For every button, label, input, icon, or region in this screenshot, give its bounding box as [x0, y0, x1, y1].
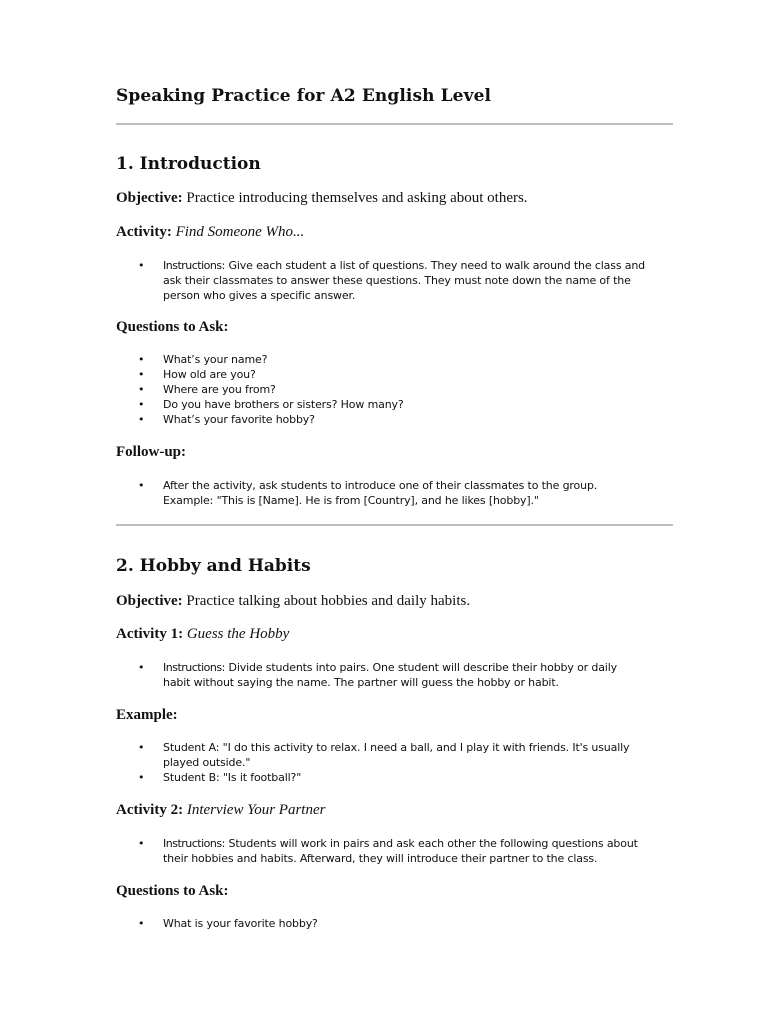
list-item	[116, 836, 646, 866]
instructions-text: : Divide students into pairs. One student will describe their hobby or daily habit without saying the name. The partner will guess the hobby or habit.	[163, 661, 617, 689]
section-2-activity-2-instructions	[116, 836, 646, 866]
section-1-objective: Objective: Practice introducing themselves and asking about others.	[116, 190, 528, 206]
activity-label: Activity	[116, 224, 167, 240]
instructions-label: Instructions	[163, 259, 222, 272]
objective-text: Practice talking about hobbies and daily habits.	[182, 593, 471, 609]
section-1-followup-heading: Follow-up:	[116, 444, 187, 460]
instructions-label: Instructions	[163, 837, 222, 850]
objective-text: Practice introducing themselves and asking about others.	[182, 190, 528, 206]
list-item: • How old are you?	[116, 367, 646, 382]
section-1-activity: Activity: Find Someone Who...	[116, 224, 305, 240]
activity-name: Guess the Hobby	[186, 626, 290, 642]
section-divider	[116, 123, 673, 125]
section-2-activity-1: Activity 1: Guess the Hobby	[116, 626, 290, 642]
list-item	[116, 258, 646, 303]
section-1-heading: 1. Introduction	[116, 154, 261, 174]
list-item: • Student A: "I do this activity to relax. I need a ball, and I play it with friends. It's usually played outside."	[116, 740, 646, 770]
instructions-text: : Students will work in pairs and ask each other the following questions about their hobbies and habits. Afterward, they will introduce their partner to the class.	[163, 837, 638, 865]
list-item: • What’s your favorite hobby?	[116, 412, 646, 427]
section-1-questions-list	[116, 352, 646, 427]
instructions-label: Instructions	[163, 661, 222, 674]
list-item	[116, 660, 646, 690]
list-item: • What’s your name?	[116, 352, 646, 367]
list-item: • After the activity, ask students to introduce one of their classmates to the group. Example: "This is [Name]. He is from [Country], and he likes [hobby]."	[116, 478, 646, 508]
section-2-example-heading: Example:	[116, 707, 178, 723]
activity-label: Activity 2	[116, 802, 179, 818]
list-item: • What is your favorite hobby?	[116, 916, 646, 931]
section-2-heading: 2. Hobby and Habits	[116, 556, 311, 576]
section-1-instructions-list	[116, 258, 646, 303]
section-1-questions-heading: Questions to Ask:	[116, 319, 229, 335]
section-divider	[116, 524, 673, 526]
activity-label: Activity 1	[116, 626, 179, 642]
instructions-text: : Give each student a list of questions. They need to walk around the class and ask their classmates to answer these questions. They must note down the name of the person who gives a specific answer.	[163, 259, 645, 302]
section-2-questions-heading: Questions to Ask:	[116, 883, 229, 899]
section-2-questions-list	[116, 916, 646, 931]
list-item: • Do you have brothers or sisters? How many?	[116, 397, 646, 412]
objective-label: Objective	[116, 190, 178, 206]
activity-name: Interview Your Partner	[186, 802, 326, 818]
section-2-activity-2: Activity 2: Interview Your Partner	[116, 802, 326, 818]
section-1-followup-list	[116, 478, 646, 508]
section-2-activity-1-instructions	[116, 660, 646, 690]
objective-label: Objective	[116, 593, 178, 609]
list-item: • Student B: "Is it football?"	[116, 770, 646, 785]
section-2-example-list	[116, 740, 646, 785]
activity-name: Find Someone Who...	[175, 224, 305, 240]
document-title: Speaking Practice for A2 English Level	[116, 86, 492, 106]
section-2-objective: Objective: Practice talking about hobbies and daily habits.	[116, 593, 471, 609]
list-item: • Where are you from?	[116, 382, 646, 397]
